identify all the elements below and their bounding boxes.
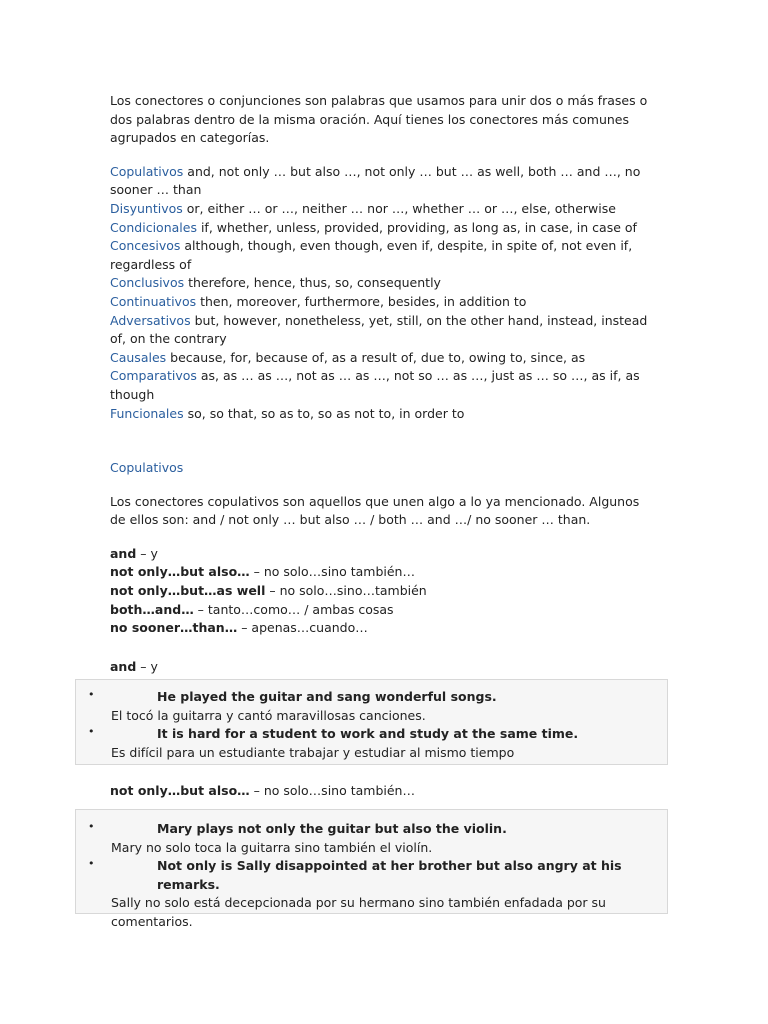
category-name: Disyuntivos	[110, 200, 183, 216]
category-item	[110, 163, 650, 200]
category-name: Conclusivos	[110, 275, 185, 291]
example-spanish: Es difícil para un estudiante trabajar y estudiar al mismo tiempo	[111, 744, 515, 760]
category-connectors: if, whether, unless, provided, providing, as long as, in case, in case of	[196, 219, 637, 235]
connector-pair	[110, 582, 650, 601]
category-connectors: because, for, because of, as a result of, due to, owing to, since, as	[166, 349, 586, 365]
connector-en: both…and…	[110, 601, 194, 617]
example-list	[76, 688, 667, 762]
example-heading	[110, 782, 415, 801]
connector-es: – no solo…sino…también	[265, 583, 427, 599]
connector-pair	[110, 563, 650, 582]
category-list	[110, 163, 650, 423]
category-connectors: and, not only … but also …, not only … but … as well, both … and …, no sooner … than	[110, 163, 641, 198]
category-name: Condicionales	[110, 219, 197, 235]
example-item	[76, 820, 667, 857]
connector-pair	[110, 619, 650, 638]
category-item	[110, 293, 650, 312]
category-connectors: as, as … as …, not as … as …, not so … as …, just as … so …, as if, as though	[110, 368, 640, 402]
example-item	[76, 725, 667, 762]
category-connectors: although, though, even though, even if, despite, in spite of, not even if, regardless of	[110, 238, 633, 272]
section-intro: Los conectores copulativos son aquellos que unen algo a lo ya mencionado. Algunos de ellos son: and / not only … but also … / both … and …/ no sooner … than.	[110, 493, 640, 528]
example-spanish: Mary no solo toca la guitarra sino también el violín.	[111, 839, 433, 855]
category-item	[110, 312, 650, 349]
example-english: It is hard for a student to work and study at the same time.	[157, 726, 579, 742]
intro-paragraph: Los conectores o conjunciones son palabras que usamos para unir dos o más frases o dos palabras dentro de la misma oración. Aquí tienes los conectores más comunes agrupados en categorías.	[110, 93, 648, 146]
category-item	[110, 219, 650, 238]
category-name: Adversativos	[110, 312, 191, 328]
example-spanish: El tocó la guitarra y cantó maravillosas canciones.	[111, 707, 426, 723]
category-item	[110, 237, 650, 274]
bullet-icon: •	[88, 725, 95, 739]
category-name: Copulativos	[110, 163, 184, 179]
example-heading-es: – y	[136, 659, 158, 674]
category-connectors: then, moreover, furthermore, besides, in addition to	[196, 293, 527, 309]
connector-pair	[110, 601, 650, 620]
category-name: Comparativos	[110, 368, 197, 384]
connector-es: – no solo…sino también…	[249, 564, 415, 580]
example-item	[76, 857, 667, 931]
example-item	[76, 688, 667, 725]
connector-en: not only…but also…	[110, 564, 250, 580]
example-box	[75, 679, 668, 765]
connector-pair	[110, 545, 650, 564]
example-english: He played the guitar and sang wonderful songs.	[157, 689, 497, 704]
category-name: Concesivos	[110, 238, 181, 254]
category-item	[110, 200, 650, 219]
category-connectors: or, either … or …, neither … nor …, whether … or …, else, otherwise	[182, 200, 616, 216]
example-spanish: Sally no solo está decepcionada por su hermano sino también enfadada por su comentarios.	[111, 895, 606, 929]
connector-es: – y	[136, 545, 158, 561]
category-item	[110, 349, 650, 368]
bullet-icon: •	[88, 688, 95, 701]
example-heading-en: and	[110, 659, 137, 674]
category-connectors: so, so that, so as to, so as not to, in order to	[183, 405, 465, 421]
connector-en: and	[110, 545, 137, 561]
example-list	[76, 820, 667, 932]
example-heading-en: not only…but also…	[110, 783, 250, 798]
category-connectors: therefore, hence, thus, so, consequently	[184, 275, 441, 291]
connector-es: – apenas…cuando…	[237, 620, 368, 636]
document-body	[110, 92, 650, 638]
bullet-icon: •	[88, 820, 95, 833]
connector-es: – tanto…como… / ambas cosas	[193, 601, 394, 617]
category-name: Funcionales	[110, 405, 184, 421]
example-english: Not only is Sally disappointed at her brother but also angry at his remarks.	[157, 858, 622, 892]
example-box	[75, 809, 668, 929]
category-name: Causales	[110, 349, 167, 365]
category-item	[110, 367, 650, 404]
example-english: Mary plays not only the guitar but also the violin.	[157, 821, 507, 836]
example-heading-es: – no solo…sino también…	[249, 783, 415, 798]
bullet-icon: •	[88, 857, 95, 871]
connector-en: no sooner…than…	[110, 620, 238, 636]
section-title: Copulativos	[110, 460, 184, 476]
category-connectors: but, however, nonetheless, yet, still, on the other hand, instead, instead of, on the contrary	[110, 312, 648, 347]
example-heading	[110, 658, 158, 677]
category-item	[110, 274, 650, 293]
connector-en: not only…but…as well	[110, 583, 266, 599]
connector-pairs	[110, 545, 650, 638]
category-name: Continuativos	[110, 293, 197, 309]
category-item	[110, 405, 650, 424]
